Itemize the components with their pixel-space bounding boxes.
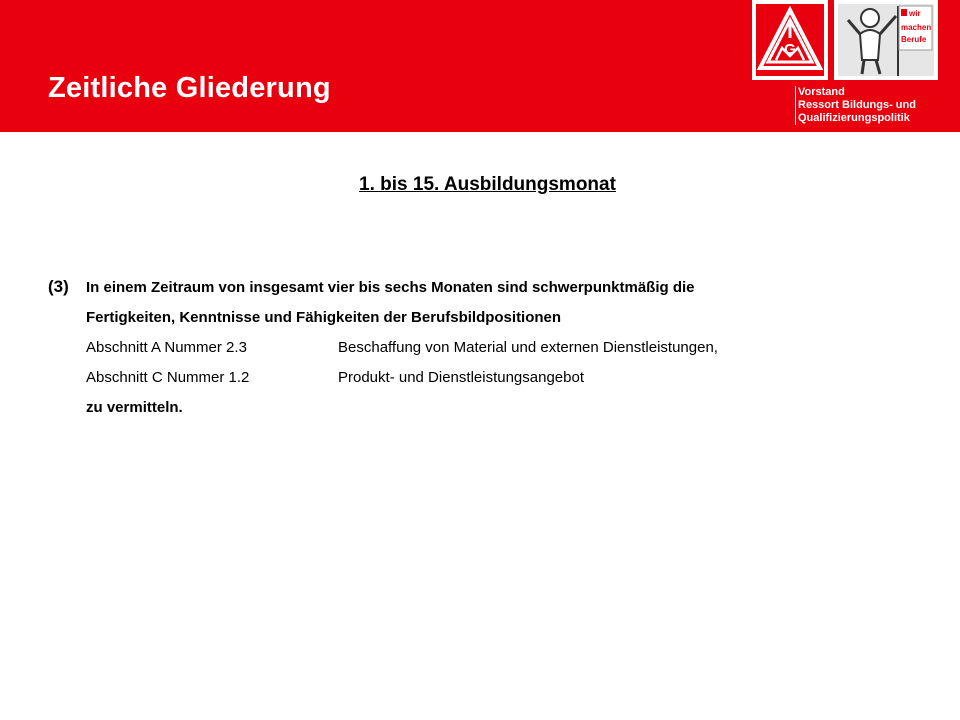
item-number: (3) [48,277,69,296]
igm-logo [752,0,828,80]
svg-text:Berufe: Berufe [901,35,927,44]
wir-machen-berufe-logo [834,0,938,80]
org-line-3: Qualifizierungspolitik [798,112,910,124]
svg-text:G: G [784,41,796,58]
intro-line-1: In einem Zeitraum von insgesamt vier bis sechs Monaten sind schwerpunktmäßig die [86,279,695,296]
closing-line: zu vermitteln. [86,399,183,416]
svg-text:machen: machen [901,23,932,32]
org-line-2: Ressort Bildungs- und [798,99,916,111]
row-ref-2: Abschnitt C Nummer 1.2 [86,369,250,386]
page-title: Zeitliche Gliederung [48,72,331,104]
row-ref-1: Abschnitt A Nummer 2.3 [86,339,247,356]
row-desc-1: Beschaffung von Material und externen Dienstleistungen, [338,339,718,356]
section-subtitle: 1. bis 15. Ausbildungsmonat [359,174,616,195]
intro-line-2: Fertigkeiten, Kenntnisse und Fähigkeiten der Berufsbildpositionen [86,309,562,326]
header-bar [0,0,960,132]
org-info [795,86,916,125]
row-desc-2: Produkt- und Dienstleistungsangebot [338,369,584,386]
svg-text:wir: wir [909,9,921,18]
org-line-1: Vorstand [798,86,845,98]
